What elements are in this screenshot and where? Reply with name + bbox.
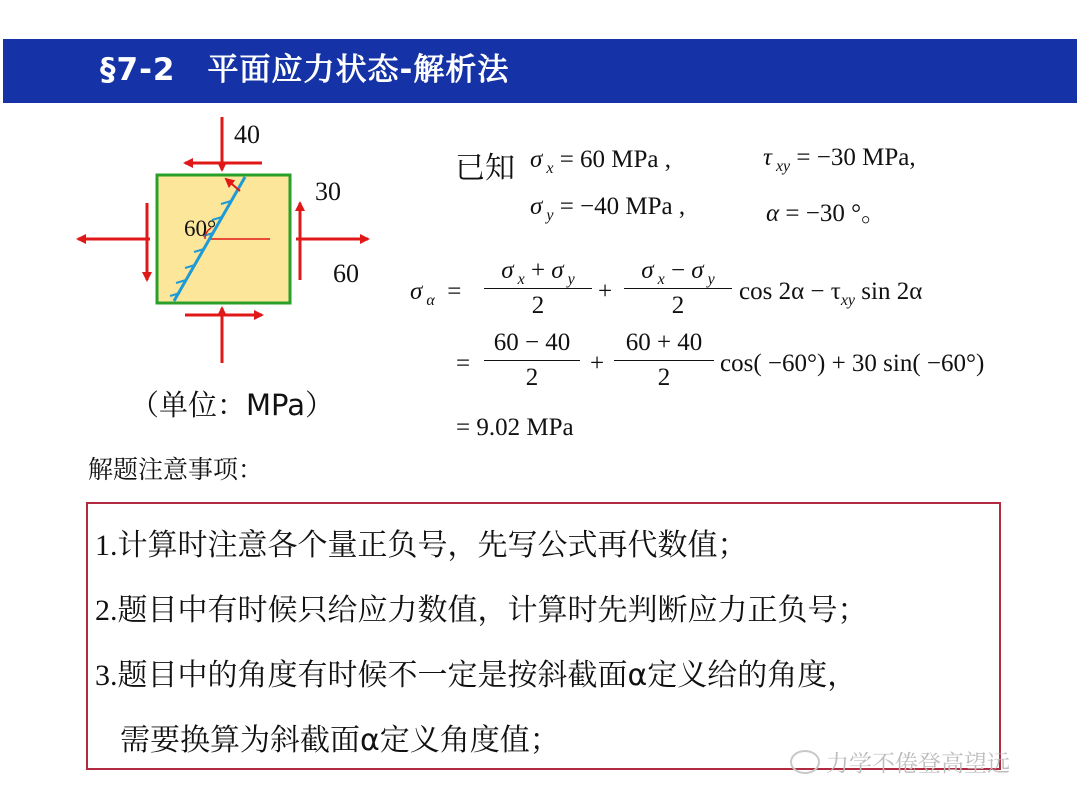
given-label: 已知: [455, 151, 515, 186]
note-2: 2.题目中有时候只给应力数值，计算时先判断应力正负号；: [95, 593, 868, 628]
formula-line1-tail: $\cos 2\alpha - \tau_{xy}$ sin 2α: [739, 278, 923, 309]
right-shear-value: 30: [315, 177, 341, 206]
substitute-frac-1: 60 − 40 2: [484, 328, 580, 393]
formula-lhs: σ $_\alpha$ =: [410, 278, 462, 309]
plus-sign-2: +: [590, 350, 605, 377]
notes-heading: 解题注意事项：: [88, 455, 264, 484]
note-3-continued: 需要换算为斜截面α定义角度值；: [120, 723, 560, 758]
substitute-tail: cos( −60°) + 30 sin( −60°): [720, 350, 985, 377]
stress-element-diagram: [0, 105, 400, 375]
plus-sign: +: [598, 278, 613, 305]
formula-frac-sum: σ $_x$ + σ $_y$ 2: [484, 256, 592, 321]
note-1: 1.计算时注意各个量正负号，先写公式再代数值；: [95, 528, 748, 563]
wechat-icon: [790, 750, 820, 774]
watermark-text: 力学不倦登高望远: [826, 751, 1010, 777]
note-3: 3.题目中的角度有时候不一定是按斜截面α定义给的角度，: [95, 658, 858, 693]
given-tau-xy: τ $_{xy}$ = −30 MPa,: [763, 144, 916, 175]
equals-2: =: [456, 350, 471, 377]
result: = 9.02 MPa: [456, 414, 574, 441]
given-alpha: α = −30 °。: [766, 200, 887, 227]
given-sigma-y: σ $_y$ = −40 MPa ,: [530, 193, 686, 224]
given-sigma-x: σ $_x$ = 60 MPa ,: [530, 146, 672, 177]
watermark: [790, 745, 1010, 778]
slide-title: §7-2 平面应力状态-解析法: [100, 52, 510, 88]
unit-label: （单位：MPa）: [130, 388, 334, 422]
right-normal-value: 60: [333, 259, 359, 288]
top-stress-value: 40: [234, 120, 260, 149]
substitute-frac-2: 60 + 40 2: [614, 328, 714, 393]
angle-label: 60°: [184, 216, 217, 241]
formula-frac-diff: σ $_x$ − σ $_y$ 2: [624, 256, 732, 321]
